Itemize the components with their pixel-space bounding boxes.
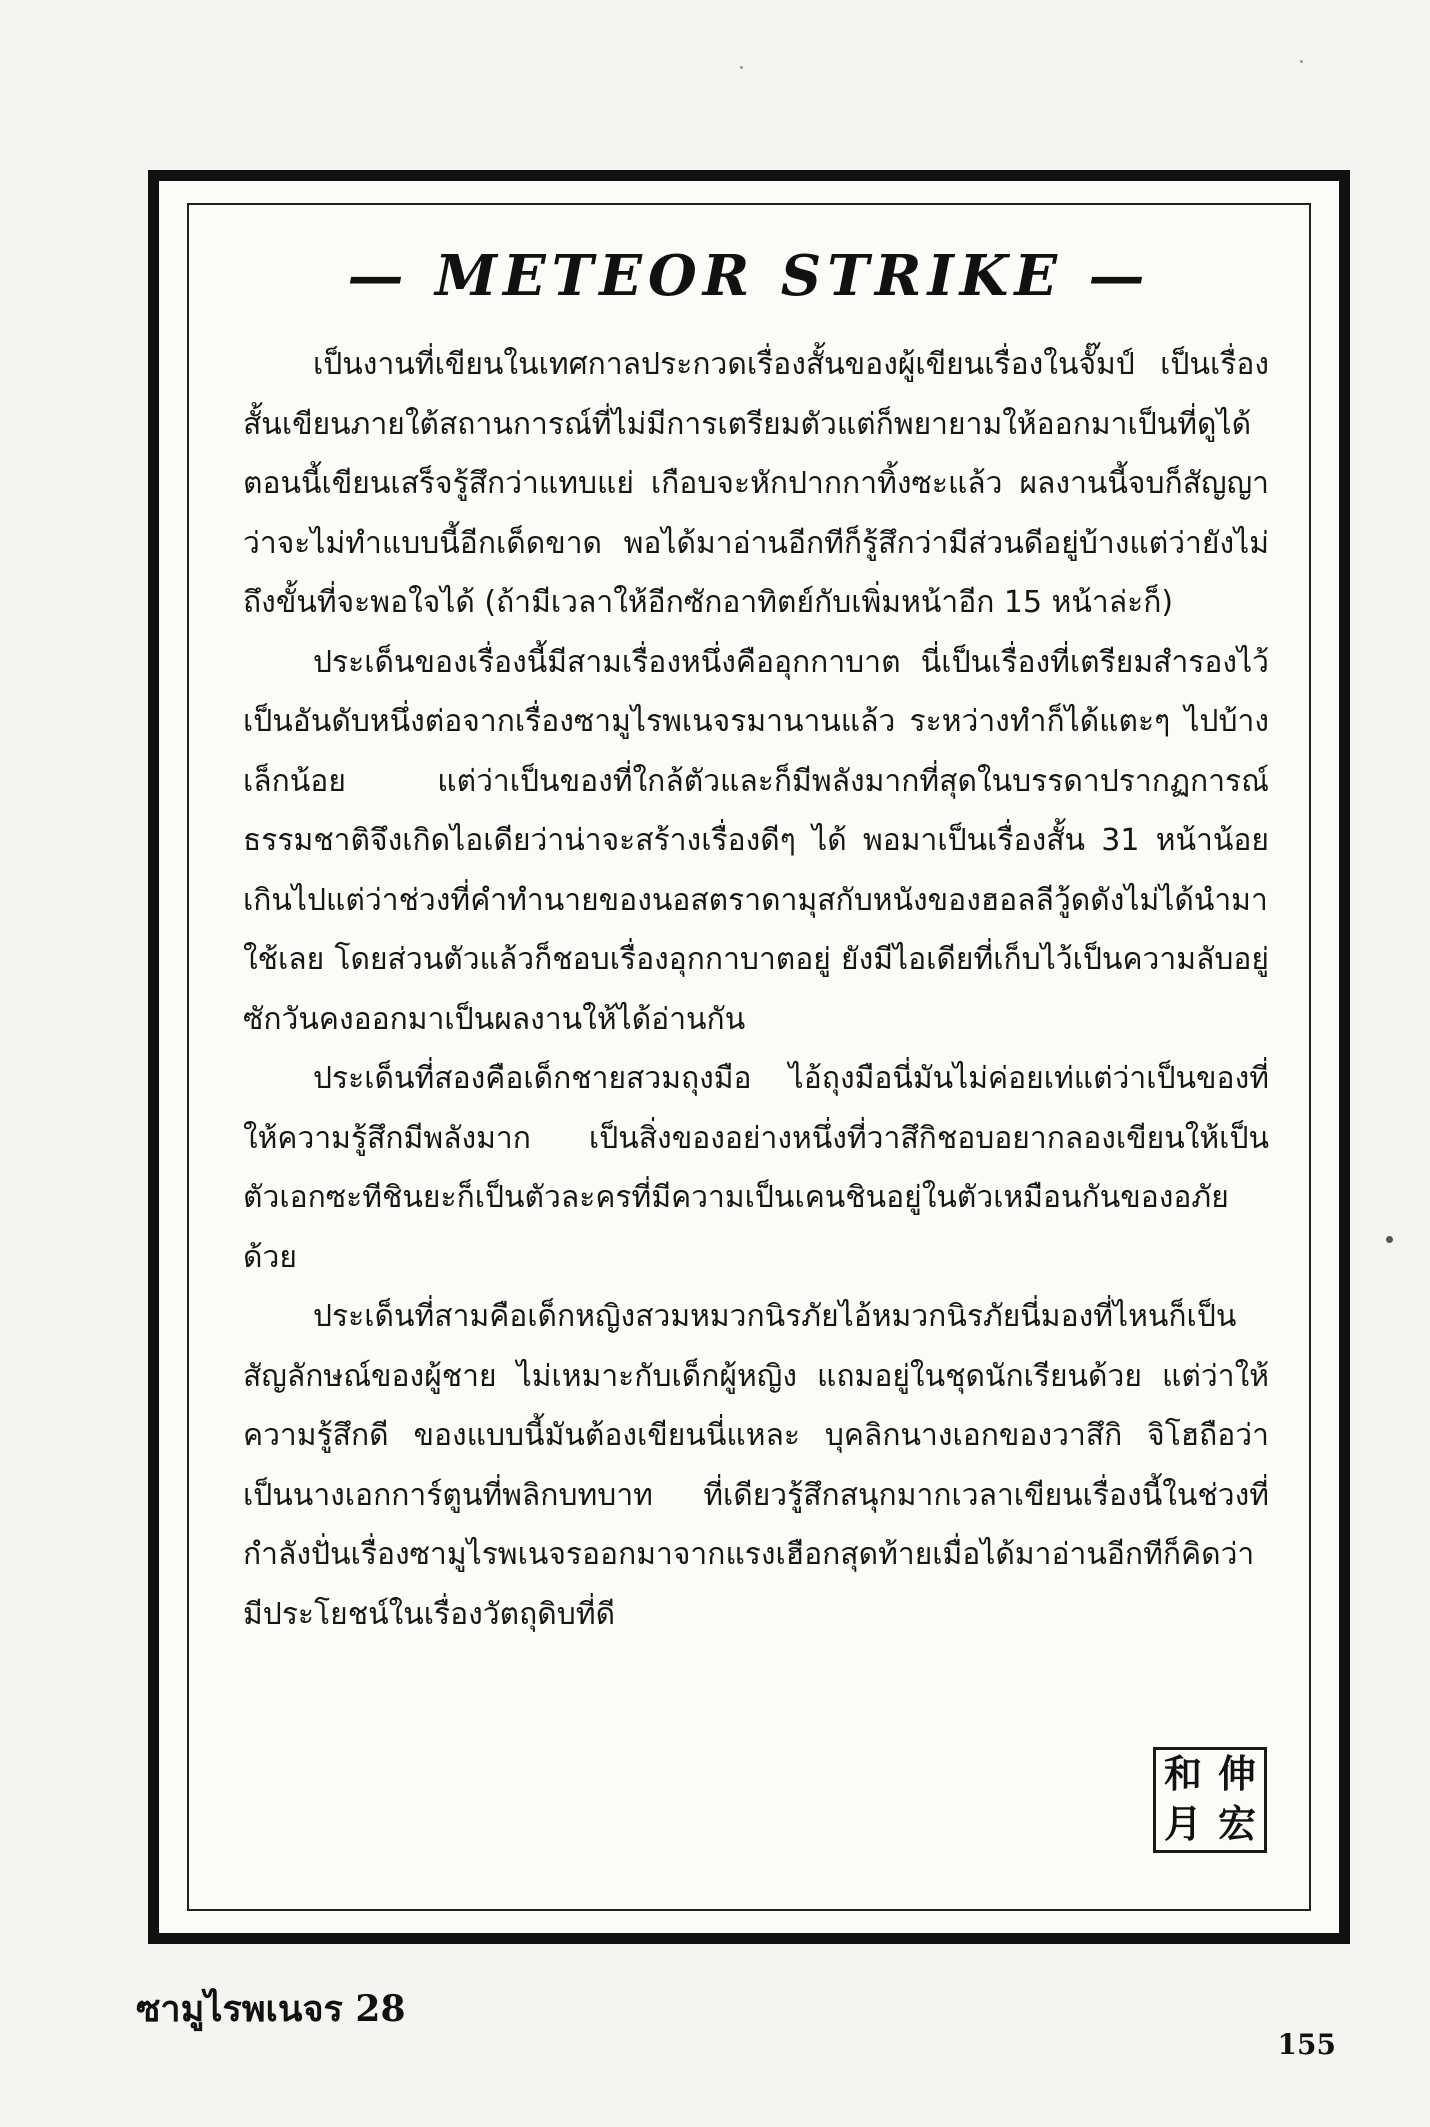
article-title: — METEOR STRIKE — <box>347 243 1151 309</box>
print-speck <box>1300 60 1303 63</box>
seal-char: 伸 <box>1217 1751 1256 1796</box>
print-speck <box>1386 1236 1393 1243</box>
paragraph-4: ประเด็นที่สามคือเด็กหญิงสวมหมวกนิรภัยไอ้หมวกนิรภัยนี่มองที่ไหนก็เป็นสัญลักษณ์ของผู้ชาย ไม่เหมาะกับเด็กผู้หญิง แถมอยู่ในชุดนักเรียนด้วย แต่ว่าให้ความรู้สึกดี ของแบบนี้มันต้องเขียนนี่แหละ บุคลิกนางเอกของวาสึกิ จิโฮถือว่าเป็นนางเอกการ์ตูนที่พลิกบทบาท ที่เดียวรู้สึกสนุกมากเวลาเขียนเรื่องนี้ในช่วงที่กำลังปั่นเรื่องซามูไรพเนจรออกมาจากแรงเฮือกสุดท้ายเมื่อได้มาอ่านอีกทีก็คิดว่ามีประโยชน์ในเรื่องวัตถุดิบที่ดี <box>243 1299 1269 1632</box>
article-frame <box>187 203 1311 1911</box>
paragraph-2: ประเด็นของเรื่องนี้มีสามเรื่องหนึ่งคืออุกกาบาต นี่เป็นเรื่องที่เตรียมสำรองไว้เป็นอันดับหนึ่งต่อจากเรื่องซามูไรพเนจรมานานแล้ว ระหว่างทำก็ได้แตะๆ ไปบ้างเล็กน้อย แต่ว่าเป็นของที่ใกล้ตัวและก็มีพลังมากที่สุดในบรรดาปรากฏการณ์ธรรมชาติจึงเกิดไอเดียว่าน่าจะสร้างเรื่องดีๆ ได้ พอมาเป็นเรื่องสั้น 31 หน้าน้อยเกินไปแต่ว่าช่วงที่คำทำนายของนอสตราดามุสกับหนังของฮอลลีวู้ดดังไม่ได้นำมาใช้เลย โดยส่วนตัวแล้วก็ชอบเรื่องอุกกาบาตอยู่ ยังมีไอเดียที่เก็บไว้เป็นความลับอยู่ซักวันคงออกมาเป็นผลงานให้ได้อ่านกัน <box>243 644 1269 1037</box>
paragraph-1: เป็นงานที่เขียนในเทศกาลประกวดเรื่องสั้นของผู้เขียนเรื่องในจั๊มป์ เป็นเรื่องสั้นเขียนภายใต้สถานการณ์ที่ไม่มีการเตรียมตัวแต่ก็พยายามให้ออกมาเป็นที่ดูได้ ตอนนี้เขียนเสร็จรู้สึกว่าแทบแย่ เกือบจะหักปากกาทิ้งซะแล้ว ผลงานนี้จบก็สัญญาว่าจะไม่ทำแบบนี้อีกเด็ดขาด พอได้มาอ่านอีกทีก็รู้สึกว่ามีส่วนดีอยู่บ้างแต่ว่ายังไม่ถึงขั้นที่จะพอใจได้ (ถ้ามีเวลาให้อีกซักอาทิตย์กับเพิ่มหน้าอีก 15 หน้าล่ะก็) <box>243 347 1269 620</box>
author-seal-stamp <box>1153 1747 1267 1853</box>
print-speck <box>740 66 743 69</box>
paragraph-3: ประเด็นที่สองคือเด็กชายสวมถุงมือ ไอ้ถุงมือนี่มันไม่ค่อยเท่แต่ว่าเป็นของที่ให้ความรู้สึกมีพลังมาก เป็นสิ่งของอย่างหนึ่งที่วาสึกิชอบอยากลองเขียนให้เป็นตัวเอกซะทีชินยะก็เป็นตัวละครที่มีความเป็นเคนชินอยู่ในตัวเหมือนกันของอภัยด้วย <box>243 1061 1269 1275</box>
book-title: ซามูไรพเนจร 28 <box>136 1988 406 2030</box>
page-border <box>148 170 1350 1944</box>
page-number: 155 <box>1277 2028 1336 2061</box>
seal-char: 和 <box>1163 1751 1202 1796</box>
seal-char: 月 <box>1163 1801 1202 1846</box>
article-body <box>243 335 1269 1644</box>
seal-char: 宏 <box>1217 1801 1256 1846</box>
